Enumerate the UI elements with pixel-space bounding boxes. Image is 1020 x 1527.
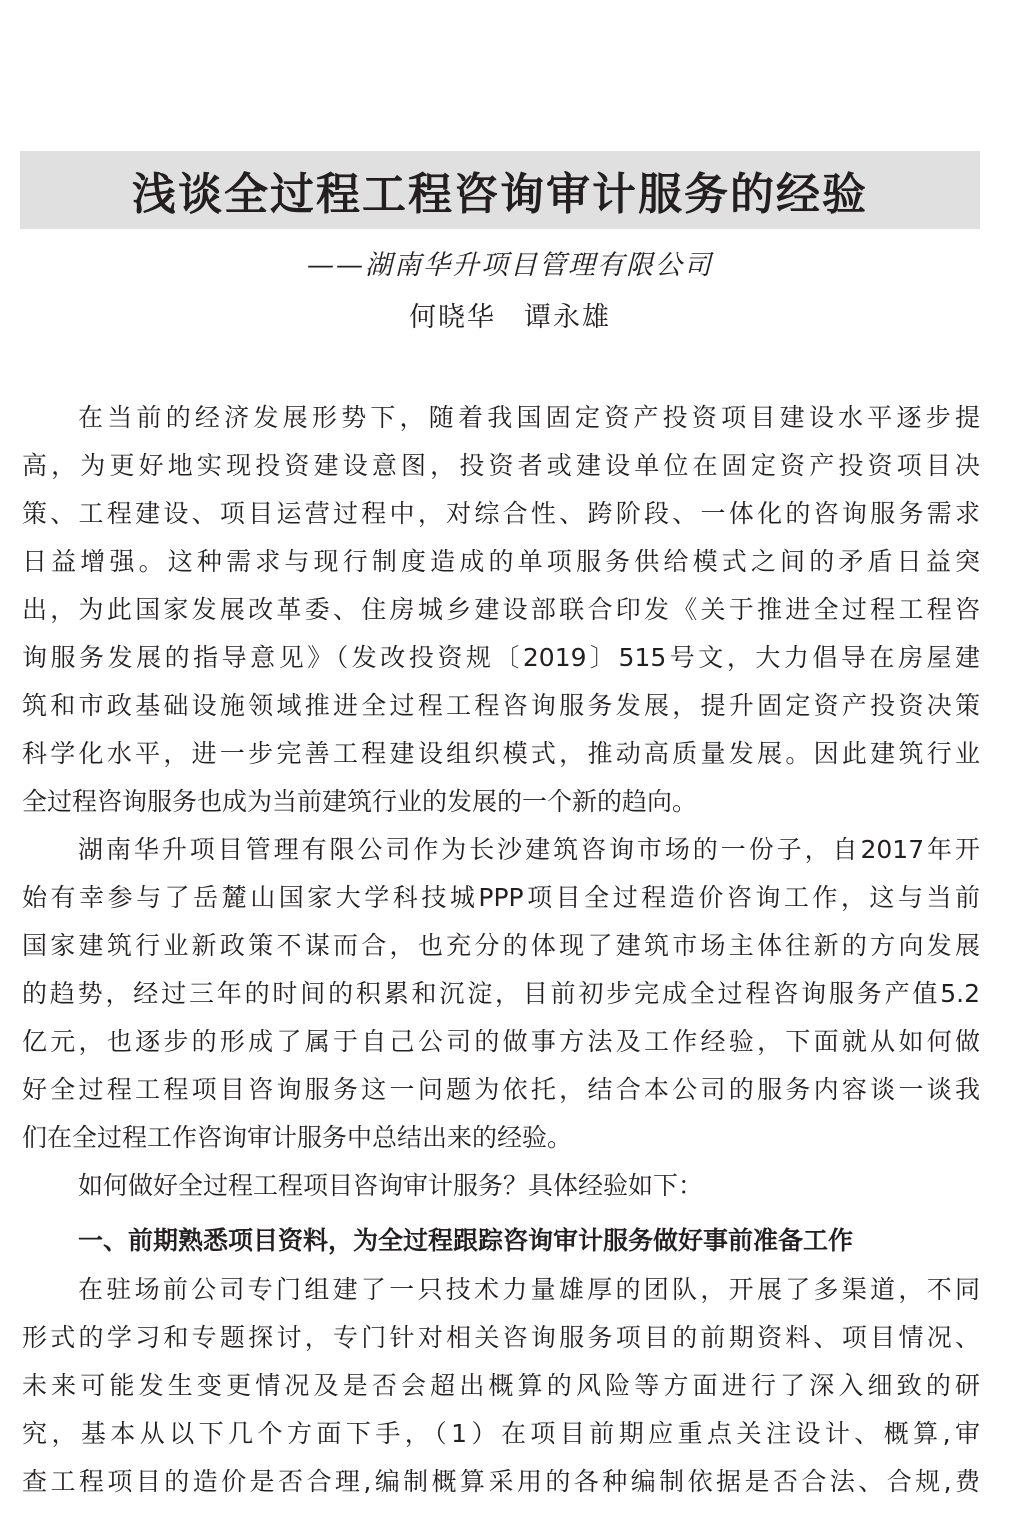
text-line: 究，基本从以下几个方面下手，（1）在项目前期应重点关注设计、概算,审 <box>22 1419 980 1448</box>
text-line: 形式的学习和专题探讨，专门针对相关咨询服务项目的前期资料、项目情况、 <box>22 1323 980 1352</box>
text-line: 策、工程建设、项目运营过程中，对综合性、跨阶段、一体化的咨询服务需求 <box>22 499 980 528</box>
text-line: 亿元，也逐步的形成了属于自己公司的做事方法及工作经验，下面就从如何做 <box>22 1027 980 1056</box>
article-body <box>22 396 980 1508</box>
text-line: 国家建筑行业新政策不谋而合，也充分的体现了建筑市场主体往新的方向发展 <box>22 931 980 960</box>
text-line: 在驻场前公司专门组建了一只技术力量雄厚的团队，开展了多渠道，不同 <box>78 1275 980 1304</box>
paragraph <box>22 396 980 828</box>
author-name: 何晓华 <box>409 302 496 333</box>
text-line: 查工程项目的造价是否合理,编制概算采用的各种编制依据是否合法、合规,费 <box>22 1467 980 1496</box>
author-name: 谭永雄 <box>524 302 611 333</box>
text-line: 全过程咨询服务也成为当前建筑行业的发展的一个新的趋向。 <box>22 787 698 816</box>
text-line: 出，为此国家发展改革委、住房城乡建设部联合印发《关于推进全过程工程咨 <box>22 595 980 624</box>
article-authors <box>0 298 1020 338</box>
text-line: 的趋势，经过三年的时间的积累和沉淀，目前初步完成全过程咨询服务产值5.2 <box>22 979 980 1008</box>
paragraph <box>22 1164 980 1212</box>
text-line: 筑和市政基础设施领域推进全过程工程咨询服务发展，提升固定资产投资决策 <box>22 691 980 720</box>
paragraph <box>22 828 980 1164</box>
article-title: 浅谈全过程工程咨询审计服务的经验 <box>132 169 868 220</box>
text-line: 在当前的经济发展形势下，随着我国固定资产投资项目建设水平逐步提 <box>78 403 980 432</box>
text-line: 好全过程工程项目咨询服务这一问题为依托，结合本公司的服务内容谈一谈我 <box>22 1075 980 1104</box>
text-line: 科学化水平，进一步完善工程建设组织模式，推动高质量发展。因此建筑行业 <box>22 739 980 768</box>
title-band <box>20 151 980 229</box>
paragraph <box>22 1268 980 1508</box>
section-heading: 一、前期熟悉项目资料，为全过程跟踪咨询审计服务做好事前准备工作 <box>78 1226 854 1255</box>
text-line: 高，为更好地实现投资建设意图，投资者或建设单位在固定资产投资项目决 <box>22 451 980 480</box>
text-line: 询服务发展的指导意见》（发改投资规〔2019〕515号文，大力倡导在房屋建 <box>22 643 980 672</box>
text-line: 湖南华升项目管理有限公司作为长沙建筑咨询市场的一份子，自2017年开 <box>78 835 980 864</box>
text-line: 如何做好全过程工程项目咨询审计服务？具体经验如下： <box>78 1171 704 1200</box>
text-line: 日益增强。这种需求与现行制度造成的单项服务供给模式之间的矛盾日益突 <box>22 547 980 576</box>
text-line: 们在全过程工作咨询审计服务中总结出来的经验。 <box>22 1123 573 1152</box>
text-line: 未来可能发生变更情况及是否会超出概算的风险等方面进行了深入细致的研 <box>22 1371 980 1400</box>
text-line: 始有幸参与了岳麓山国家大学科技城PPP项目全过程造价咨询工作，这与当前 <box>22 883 980 912</box>
article-subtitle: ——湖南华升项目管理有限公司 <box>307 250 713 281</box>
